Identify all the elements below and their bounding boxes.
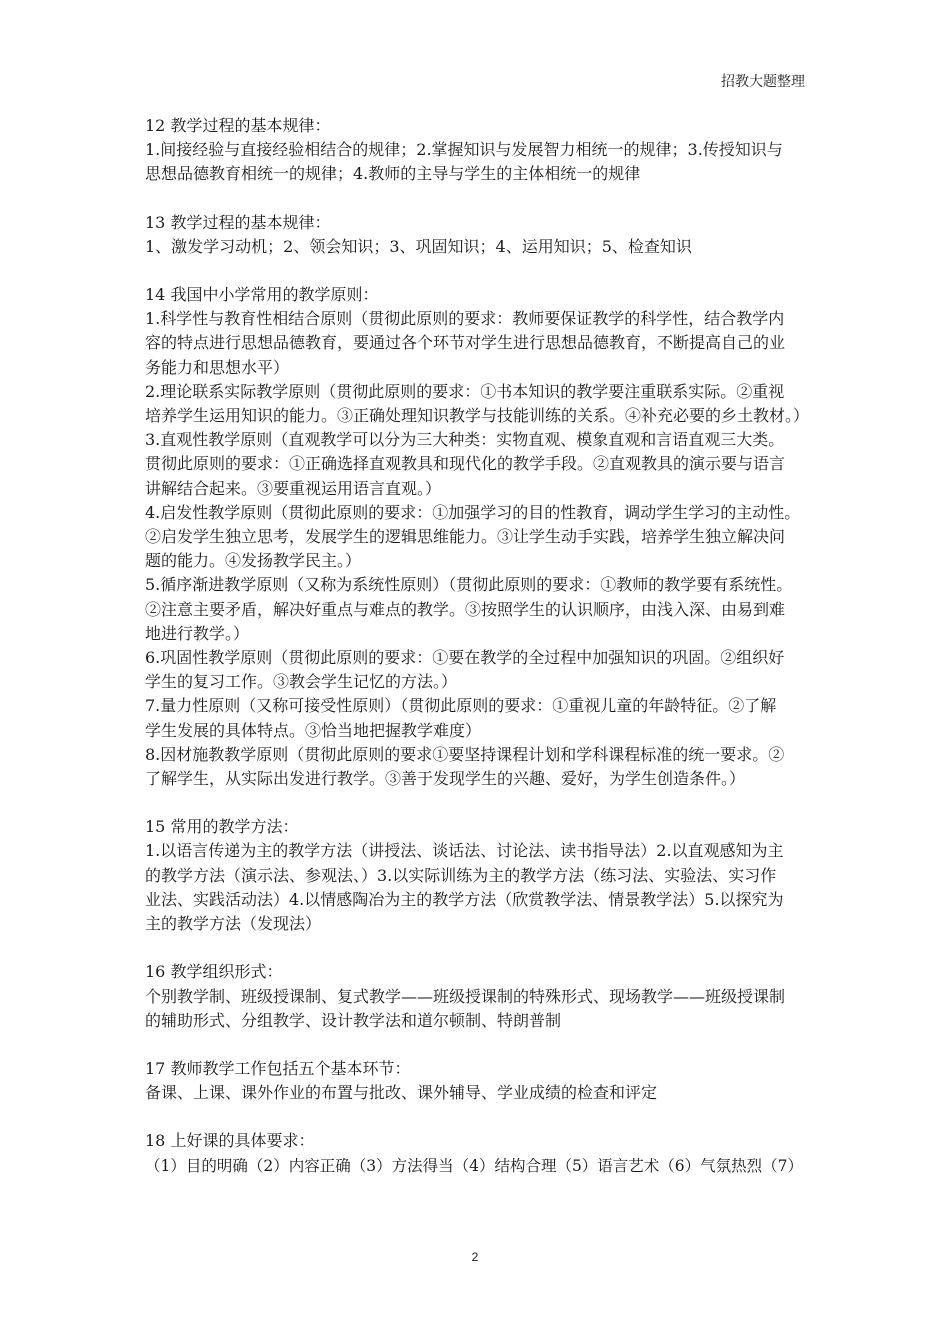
paragraph-line: 备课、上课、课外作业的布置与批改、课外辅导、学业成绩的检查和评定 bbox=[145, 1083, 658, 1103]
section-heading: 15 常用的教学方法： bbox=[145, 817, 299, 837]
paragraph-line: 了解学生，从实际出发进行教学。③善于发现学生的兴趣、爱好，为学生创造条件。） bbox=[145, 769, 746, 789]
section-heading: 12 教学过程的基本规律： bbox=[145, 116, 331, 135]
section-spacer bbox=[145, 791, 815, 815]
section-13 bbox=[145, 211, 815, 259]
paragraph-line: 1、激发学习动机；2、领会知识；3、巩固知识；4、运用知识；5、检查知识 bbox=[145, 236, 692, 256]
section-17 bbox=[145, 1057, 815, 1105]
section-12 bbox=[145, 114, 815, 187]
section-spacer bbox=[145, 1033, 815, 1057]
section-heading: 17 教师教学工作包括五个基本环节： bbox=[145, 1058, 411, 1078]
section-spacer bbox=[145, 1105, 815, 1129]
paragraph-line: 地进行教学。） bbox=[145, 623, 250, 643]
paragraph-line: （1）目的明确（2）内容正确（3）方法得当（4）结构合理（5）语言艺术（6）气氛热烈（7） bbox=[145, 1156, 804, 1175]
paragraph-line: 1.间接经验与直接经验相结合的规律；2.掌握知识与发展智力相统一的规律；3.传授知识与 bbox=[145, 140, 783, 160]
paragraph-line: ②启发学生独立思考，发展学生的逻辑思维能力。③让学生动手实践，培养学生独立解决问 bbox=[145, 527, 786, 547]
paragraph-line: 的辅助形式、分组教学、设计教学法和道尔顿制、特朗普制 bbox=[145, 1010, 562, 1030]
paragraph-line: 个别教学制、班级授课制、复式教学——班级授课制的特殊形式、现场教学——班级授课制 bbox=[145, 986, 786, 1006]
paragraph-line: 4.启发性教学原则（贯彻此原则的要求：①加强学习的目的性教育，调动学生学习的主动性。 bbox=[145, 502, 801, 522]
paragraph-line: 学生发展的具体特点。③恰当地把握教学难度） bbox=[145, 720, 482, 740]
page-number: 2 bbox=[471, 1250, 479, 1264]
section-heading: 13 教学过程的基本规律： bbox=[145, 212, 331, 232]
paragraph-line: 题的能力。④发扬教学民主。） bbox=[145, 551, 362, 571]
paragraph-line: 6.巩固性教学原则（贯彻此原则的要求：①要在教学的全过程中加强知识的巩固。②组织好 bbox=[145, 648, 785, 668]
section-spacer bbox=[145, 259, 815, 283]
paragraph-line: 讲解结合起来。③要重视运用语言直观。） bbox=[145, 478, 442, 498]
paragraph-line: 1.以语言传递为主的教学方法（讲授法、谈话法、讨论法、读书指导法）2.以直观感知为主 bbox=[145, 841, 784, 861]
paragraph-line: 2.理论联系实际教学原则（贯彻此原则的要求：①书本知识的教学要注重联系实际。②重视 bbox=[145, 381, 785, 401]
paragraph-line: ②注意主要矛盾，解决好重点与难点的教学。③按照学生的认识顺序，由浅入深、由易到难 bbox=[145, 599, 786, 619]
paragraph-line: 8.因材施教教学原则（贯彻此原则的要求①要坚持课程计划和学科课程标准的统一要求。② bbox=[145, 744, 785, 764]
section-heading: 16 教学组织形式： bbox=[145, 962, 283, 982]
section-18 bbox=[145, 1129, 815, 1177]
page-header: 招教大题整理 bbox=[721, 74, 805, 90]
paragraph-line: 3.直观性教学原则（直观教学可以分为三大种类：实物直观、模象直观和言语直观三大类。 bbox=[145, 430, 785, 450]
section-heading: 18 上好课的具体要求： bbox=[145, 1131, 315, 1151]
paragraph-line: 容的特点进行思想品德教育，要通过各个环节对学生进行思想品德教育，不断提高自己的业 bbox=[145, 333, 786, 353]
paragraph-line: 培养学生运用知识的能力。③正确处理知识教学与技能训练的关系。④补充必要的乡土教材。） bbox=[145, 406, 810, 426]
section-16 bbox=[145, 960, 815, 1033]
paragraph-line: 7.量力性原则（又称可接受性原则）（贯彻此原则的要求：①重视儿童的年龄特征。②了解 bbox=[145, 696, 777, 716]
document-body bbox=[145, 114, 815, 1178]
section-heading: 14 我国中小学常用的教学原则： bbox=[145, 285, 379, 305]
section-spacer bbox=[145, 187, 815, 211]
section-14 bbox=[145, 283, 815, 791]
paragraph-line: 思想品德教育相统一的规律；4.教师的主导与学生的主体相统一的规律 bbox=[145, 164, 641, 184]
paragraph-line: 务能力和思想水平） bbox=[145, 357, 290, 377]
section-15 bbox=[145, 815, 815, 936]
paragraph-line: 1.科学性与教育性相结合原则（贯彻此原则的要求：教师要保证教学的科学性，结合教学内 bbox=[145, 309, 785, 329]
paragraph-line: 学生的复习工作。③教会学生记忆的方法。） bbox=[145, 672, 458, 692]
paragraph-line: 5.循序渐进教学原则（又称为系统性原则）（贯彻此原则的要求：①教师的教学要有系统性。 bbox=[145, 575, 793, 595]
paragraph-line: 贯彻此原则的要求：①正确选择直观教具和现代化的教学手段。②直观教具的演示要与语言 bbox=[145, 454, 786, 474]
paragraph-line: 业法、实践活动法）4.以情感陶冶为主的教学方法（欣赏教学法、情景教学法）5.以探究为 bbox=[145, 889, 784, 909]
paragraph-line: 主的教学方法（发现法） bbox=[145, 914, 322, 934]
section-spacer bbox=[145, 936, 815, 960]
paragraph-line: 的教学方法（演示法、参观法、）3.以实际训练为主的教学方法（练习法、实验法、实习作 bbox=[145, 865, 777, 885]
